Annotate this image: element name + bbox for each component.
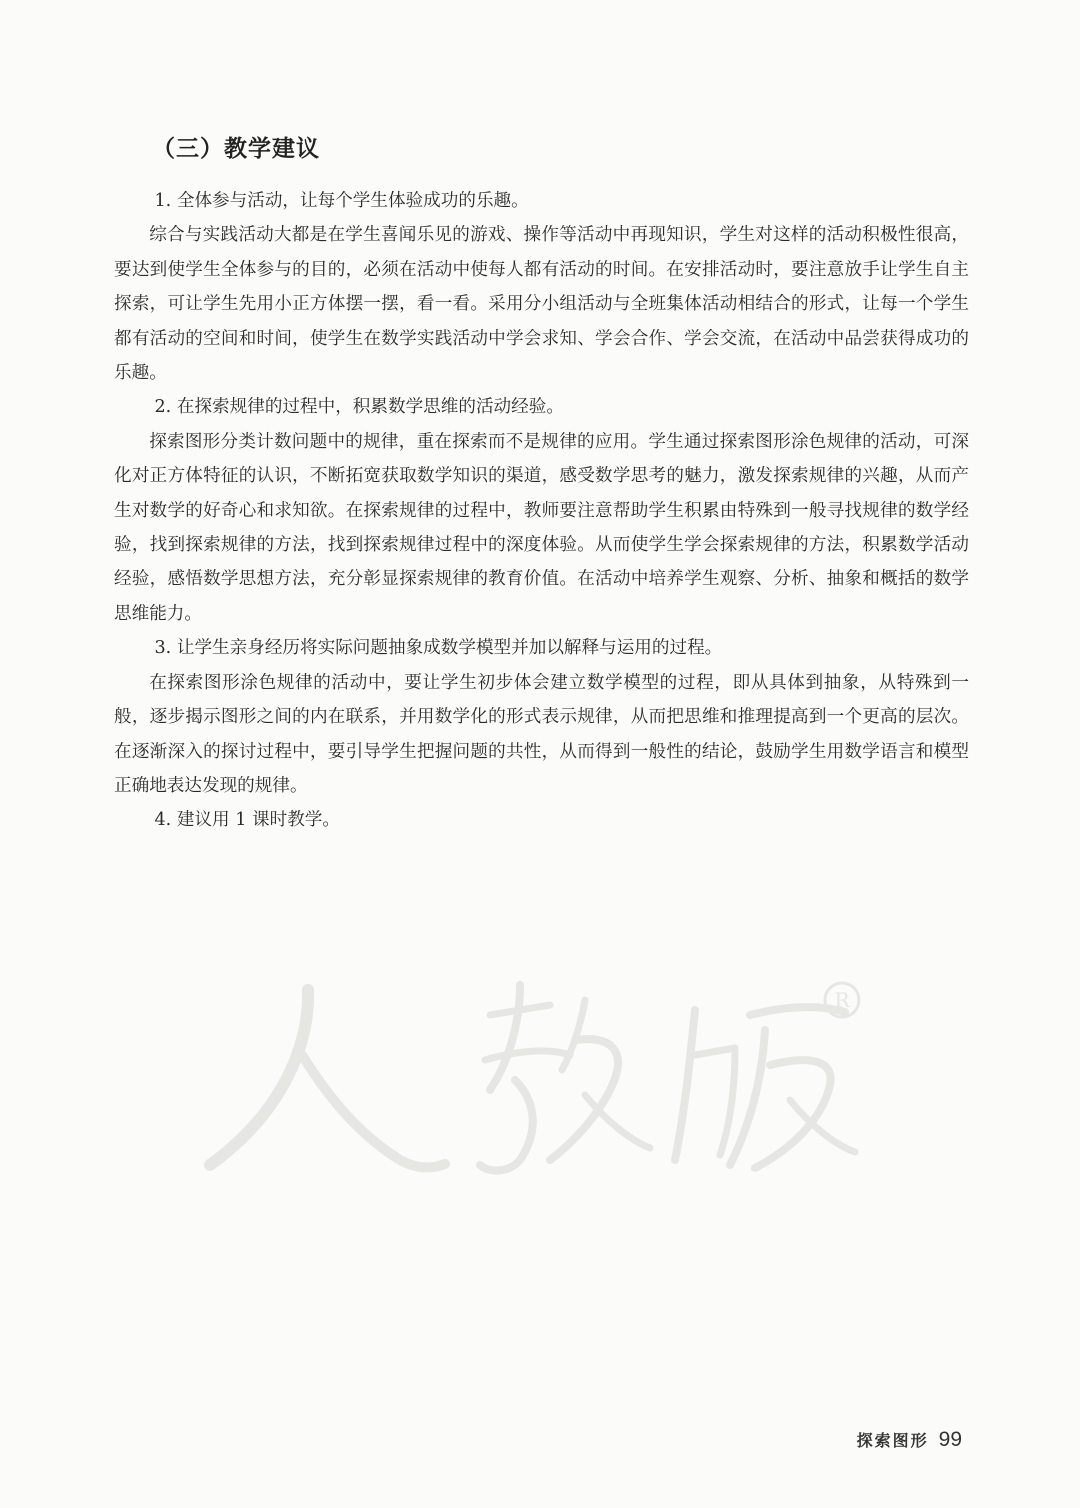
watermark-stroke: [550, 1039, 618, 1160]
watermark-stroke: [302, 1055, 445, 1167]
watermark-stroke: [585, 1095, 650, 1148]
watermark-stroke: [755, 1060, 831, 1168]
footer-section-name: 探索图形: [856, 1431, 929, 1450]
body-paragraph-1: 综合与实践活动大都是在学生喜闻乐见的游戏、操作等活动中再现知识，学生对这样的活动积极性很高，要达到使学生全体参与的目的，必须在活动中使每人都有活动的时间。在安排活动时，要注意放手让学生自主探索，可让学生先用小正方体摆一摆，看一看。采用分小组活动与全班集体活动相结合的形式，让每一个学生都有活动的空间和时间，使学生在数学实践活动中学会求知、学会合作、学会交流，在活动中品尝获得成功的乐趣。: [114, 225, 969, 384]
section-title: （三）教学建议: [152, 136, 320, 162]
page-number: 99: [938, 1428, 962, 1451]
body-paragraph-2: 探索图形分类计数问题中的规律，重在探索而不是规律的应用。学生通过探索图形涂色规律的活动，可深化对正方体特征的认识，不断拓宽获取数学知识的渠道，感受数学思考的魅力，激发探索规律的兴趣，从而产生对数学的好奇心和求知欲。在探索规律的过程中，教师要注意帮助学生积累由特殊到一般寻找规律的数学经验，找到探索规律的方法，找到探索规律过程中的深度体验。从而使学生学会探索规律的方法，积累数学活动经验，感悟数学思想方法，充分彰显探索规律的教育价值。在活动中培养学生观察、分析、抽象和概括的数学思维能力。: [114, 431, 969, 624]
watermark-stroke: [695, 1048, 735, 1155]
watermark-stroke: [562, 1000, 585, 1070]
item-title-1: 1. 全体参与活动，让每个学生体验成功的乐趣。: [154, 191, 529, 211]
registered-mark: R: [834, 988, 850, 1012]
page-footer: [857, 1428, 962, 1452]
publisher-watermark-logo: [190, 960, 890, 1190]
body-paragraph-3: 在探索图形涂色规律的活动中，要让学生初步体会建立数学模型的过程，即从具体到抽象，从特殊到一般，逐步揭示图形之间的内在联系，并用数学化的形式表示规律，从而把思维和推理提高到一个更高的层次。在逐渐深入的探讨过程中，要引导学生把握问题的共性，从而得到一般性的结论，鼓励学生用数学语言和模型正确地表达发现的规律。: [114, 672, 969, 796]
watermark-stroke: [480, 1080, 533, 1171]
item-title-3: 3. 让学生亲身经历将实际问题抽象成数学模型并加以解释与运用的过程。: [154, 638, 723, 659]
watermark-strokes: [210, 985, 855, 1171]
item-title-2: 2. 在探索规律的过程中，积累数学思维的活动经验。: [154, 397, 564, 418]
section-body: [114, 184, 969, 838]
watermark-stroke: [485, 1051, 570, 1060]
item-title-4: 4. 建议用 1 课时教学。: [154, 810, 340, 831]
watermark-stroke: [490, 985, 520, 1090]
watermark-stroke: [210, 990, 308, 1165]
watermark-stroke: [675, 1010, 695, 1160]
